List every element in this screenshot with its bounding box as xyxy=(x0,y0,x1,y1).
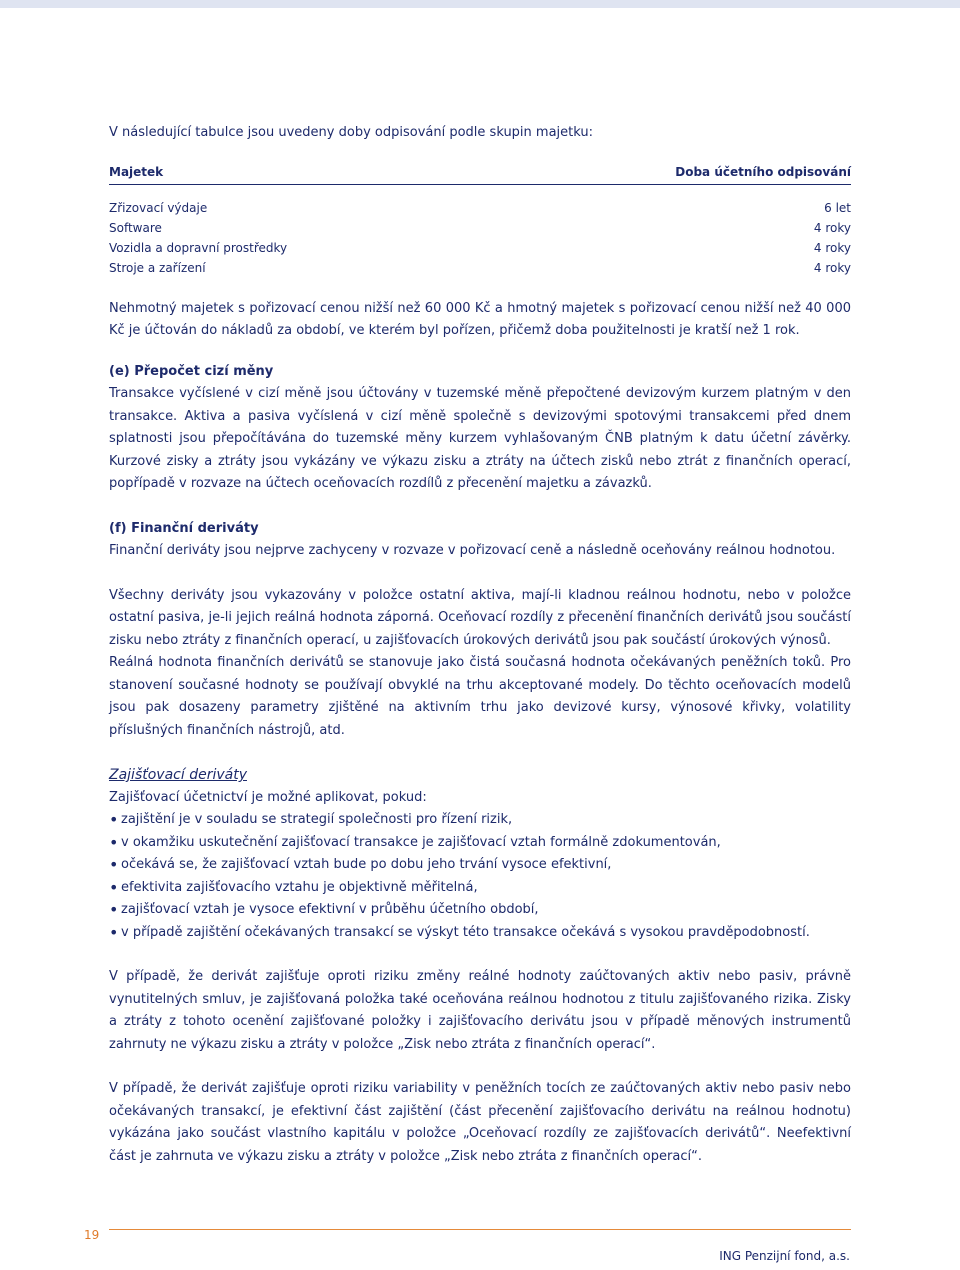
paragraph-fair-value-hedge: V případě, že derivát zajišťuje oproti riziku změny reálné hodnoty zaúčtovaných aktiv nebo pasiv, právně vynutitelných smluv, je zajišťovaná položka také oceňována reálnou hodnotou z titulu zajišťovaného rizika. Zisky a ztráty z tohoto ocenění zajišťované položky i zajišťovacího derivátu jsou v případě měnových instrumentů zahrnuty ne výkazu zisku a ztráty v položce „Zisk nebo ztráta z finančních operací“. xyxy=(109,969,851,1052)
asset-cell: Zřizovací výdaje xyxy=(109,200,208,215)
table-row xyxy=(109,218,851,238)
list-item: • zajištění je v souladu se strategií společnosti pro řízení rizik, xyxy=(109,809,851,832)
list-item: • v případě zajištění očekávaných transakcí se výskyt této transakce očekává s vysokou pravděpodobností. xyxy=(109,922,851,945)
intro-text: V následující tabulce jsou uvedeny doby odpisování podle skupin majetku: xyxy=(109,125,594,140)
list-item: • v okamžiku uskutečnění zajišťovací transakce je zajišťovací vztah formálně zdokumentován, xyxy=(109,832,851,855)
list-item: • očekává se, že zajišťovací vztah bude po dobu jeho trvání vysoce efektivní, xyxy=(109,854,851,877)
section-heading-derivatives: (f) Finanční deriváty xyxy=(109,520,259,536)
col-header-period: Doba účetního odpisování xyxy=(483,165,851,185)
table-row xyxy=(109,238,851,258)
table-header-row xyxy=(109,165,851,185)
period-cell: 4 roky xyxy=(813,220,851,235)
period-cell: 6 let xyxy=(824,200,851,215)
paragraph-intangible-assets: Nehmotný majetek s pořizovací cenou nižší než 60 000 Kč a hmotný majetek s pořizovací cenou nižší než 40 000 Kč je účtován do nákladů za období, ve kterém byl pořízen, přičemž doba použitelnosti je kratší než 1 rok. xyxy=(109,300,851,338)
asset-cell: Software xyxy=(109,220,162,235)
hedging-lead: Zajišťovací účetnictví je možné aplikovat, pokud: xyxy=(109,789,427,805)
period-cell: 4 roky xyxy=(813,240,851,255)
footer-company: ING Penzijní fond, a.s. xyxy=(719,1249,850,1263)
paragraph-derivatives-1: Finanční deriváty jsou nejprve zachyceny v rozvaze v pořizovací ceně a následně oceňovány reálnou hodnotou. xyxy=(109,543,836,558)
paragraph-cash-flow-hedge: V případě, že derivát zajišťuje oproti riziku variability v peněžních tocích ze zaúčtovaných aktiv nebo pasiv nebo očekávaných transakcí, je efektivní část zajištění (část přecenění zajišťovacího derivátu na reálnou hodnotu) vykázána jako součást vlastního kapitálu v položce „Oceňovací rozdíly ze zajišťovacích derivátů“. Neefektivní část je zahrnuta ve výkazu zisku a ztráty v položce „Zisk nebo ztráta z finančních operací“. xyxy=(109,1081,851,1164)
paragraph-currency: Transakce vyčíslené v cizí měně jsou účtovány v tuzemské měně přepočtené devizovým kurzem platným v den transakce. Aktiva a pasiva vyčíslená v cizí měně společně s devizovými spotovými transakcemi před dnem splatnosti jsou přepočítávána do tuzemské měny kurzem vyhlašovaným ČNB platným k datu účetní závěrky. Kurzové zisky a ztráty jsou vykázány ve výkazu zisku a ztráty na účtech zisků nebo ztrát z finančních operací, popřípadě v rozvaze na účtech oceňovacích rozdílů z přecenění majetku a závazků. xyxy=(109,386,851,491)
list-item: • zajišťovací vztah je vysoce efektivní v průběhu účetního období, xyxy=(109,899,851,922)
list-item: • efektivita zajišťovacího vztahu je objektivně měřitelná, xyxy=(109,877,851,900)
asset-cell: Vozidla a dopravní prostředky xyxy=(109,240,288,255)
table-row xyxy=(109,258,851,278)
hedging-conditions-list xyxy=(109,809,851,944)
asset-cell: Stroje a zařízení xyxy=(109,260,206,275)
page-content xyxy=(109,122,851,1168)
col-header-asset: Majetek xyxy=(109,165,483,185)
subheading-hedging: Zajišťovací deriváty xyxy=(109,767,247,783)
depreciation-table xyxy=(109,165,851,278)
section-heading-currency: (e) Přepočet cizí měny xyxy=(109,363,274,379)
table-row xyxy=(109,184,851,218)
paragraph-derivatives-2: Všechny deriváty jsou vykazovány v položce ostatní aktiva, mají-li kladnou reálnou hodnotu, nebo v položce ostatní pasiva, je-li jejich reálná hodnota záporná. Oceňovací rozdíly z přecenění finančních derivátů jsou součástí zisku nebo ztráty z finančních operací, u zajišťovacích úrokových derivátů jsou pak součástí úrokových výnosů. xyxy=(109,587,851,648)
paragraph-derivatives-3: Reálná hodnota finančních derivátů se stanovuje jako čistá současná hodnota očekávaných peněžních toků. Pro stanovení současné hodnoty se používají obvyklé na trhu akceptované modely. Do těchto oceňovacích modelů jsou pak dosazeny parametry zjištěné na aktivním trhu jako devizové kursy, výnosové křivky, volatility příslušných finančních nástrojů, atd. xyxy=(109,655,851,738)
page-number: 19 xyxy=(84,1228,100,1242)
top-band xyxy=(0,0,960,8)
footer-rule xyxy=(109,1229,851,1230)
period-cell: 4 roky xyxy=(813,260,851,275)
